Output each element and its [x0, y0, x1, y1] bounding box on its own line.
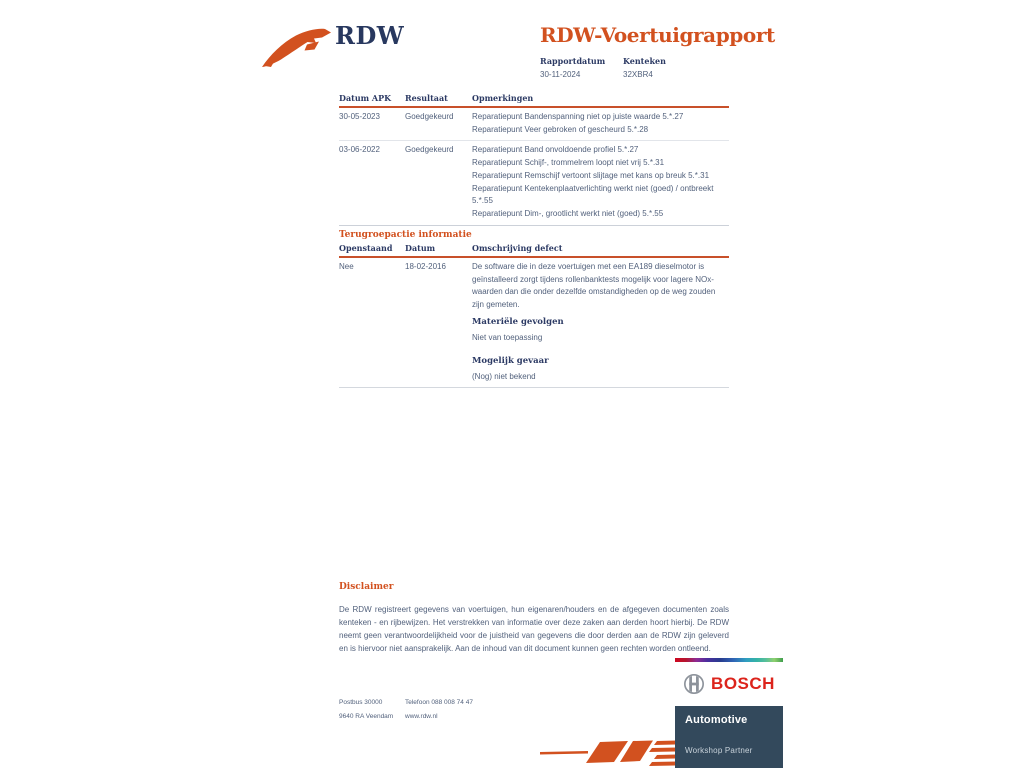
bosch-armature-icon	[683, 673, 705, 695]
rdw-wing-logo-icon	[261, 26, 333, 70]
disclaimer-text: De RDW registreert gegevens van voertuigen, hun eigenaren/houders en de afgegeven documenten zoals kenteken - en rijbewijzen. Het verstrekken van informatie over deze zaken aan derden hoort hierbij. De RDW neemt geen verantwoordelijkheid voor de juistheid van gegevens die door derden aan de RDW zijn geleverd en is hiervoor niet aansprakelijk. Aan de inhoud van dit document kunnen geen rechten worden ontleend.	[339, 605, 729, 653]
recall-date: 18-02-2016	[405, 262, 446, 271]
footer-address-line1: Postbus 30000	[339, 699, 383, 706]
report-date-label: Rapportdatum	[540, 56, 606, 66]
report-date-value: 30-11-2024	[540, 70, 581, 79]
page-title: RDW-Voertuigrapport	[540, 23, 775, 47]
bosch-partner-label: Workshop Partner	[685, 746, 753, 755]
apk-remarks	[472, 144, 729, 220]
apk-col-remarks: Opmerkingen	[472, 93, 534, 103]
license-plate-value: 32XBR4	[623, 70, 653, 79]
bosch-partner-box	[675, 706, 783, 768]
recall-col-open: Openstaand	[339, 243, 393, 253]
recall-section-title: Terugroepactie informatie	[339, 230, 472, 240]
bosch-partner-block	[675, 658, 783, 768]
disclaimer-heading: Disclaimer	[339, 582, 394, 592]
footer-contact	[339, 699, 473, 727]
recall-table	[339, 243, 729, 316]
material-consequences	[472, 317, 564, 345]
apk-remark: Reparatiepunt Veer gebroken of gescheurd 5.*.28	[472, 124, 649, 134]
rdw-wing-stripes-graphic	[540, 739, 677, 768]
bosch-division-label: Automotive	[685, 714, 748, 726]
rdw-logo-text: RDW	[335, 21, 405, 50]
apk-remark: Reparatiepunt Bandenspanning niet op juiste waarde 5.*.27	[472, 112, 684, 121]
license-plate-label: Kenteken	[623, 56, 666, 66]
footer-website: www.rdw.nl	[405, 713, 438, 720]
apk-remark: Reparatiepunt Dim-, grootlicht werkt niet (goed) 5.*.55	[472, 208, 664, 218]
recall-description: De software die in deze voertuigen met een EA189 dieselmotor is geïnstalleerd zorgt tijdens rollenbanktests mogelijk voor lagere NOx-waarden dan die onder dezelfde omstandigheden op de weg zouden zijn gemeten.	[472, 262, 716, 310]
disclaimer-section	[339, 582, 729, 655]
recall-table-header	[339, 243, 729, 258]
apk-col-result: Resultaat	[405, 93, 448, 103]
recall-col-date: Datum	[405, 243, 436, 253]
apk-remark: Reparatiepunt Remschijf vertoont slijtage met kans op breuk 5.*.31	[472, 170, 710, 180]
recall-open: Nee	[339, 262, 354, 271]
recall-table-row	[339, 258, 729, 316]
apk-table	[339, 93, 729, 226]
possible-danger-heading: Mogelijk gevaar	[472, 356, 549, 366]
bosch-wordmark: BOSCH	[711, 674, 775, 693]
material-consequences-heading: Materiële gevolgen	[472, 317, 564, 327]
material-consequences-text: Niet van toepassing	[472, 333, 543, 342]
possible-danger	[472, 356, 549, 384]
apk-remark: Reparatiepunt Kentekenplaatverlichting werkt niet (goed) / ontbreekt 5.*.55	[472, 183, 714, 206]
apk-remark: Reparatiepunt Schijf-, trommelrem loopt niet vrij 5.*.31	[472, 158, 665, 168]
report-meta	[540, 56, 666, 79]
apk-date: 03-06-2022	[339, 145, 380, 155]
apk-table-row	[339, 108, 729, 140]
apk-result: Goedgekeurd	[405, 145, 454, 155]
apk-date: 30-05-2023	[339, 112, 380, 121]
apk-table-header	[339, 93, 729, 108]
apk-table-row	[339, 140, 729, 224]
recall-col-description: Omschrijving defect	[472, 243, 563, 253]
apk-remarks	[472, 111, 729, 136]
possible-danger-text: (Nog) niet bekend	[472, 372, 536, 381]
section-divider	[339, 387, 729, 388]
apk-remark: Reparatiepunt Band onvoldoende profiel 5.*.27	[472, 145, 639, 155]
footer-address-line2: 9640 RA Veendam	[339, 713, 394, 720]
apk-result: Goedgekeurd	[405, 112, 454, 121]
bosch-logo	[675, 662, 783, 706]
apk-col-date: Datum APK	[339, 93, 392, 103]
footer-phone: Telefoon 088 008 74 47	[405, 699, 473, 706]
